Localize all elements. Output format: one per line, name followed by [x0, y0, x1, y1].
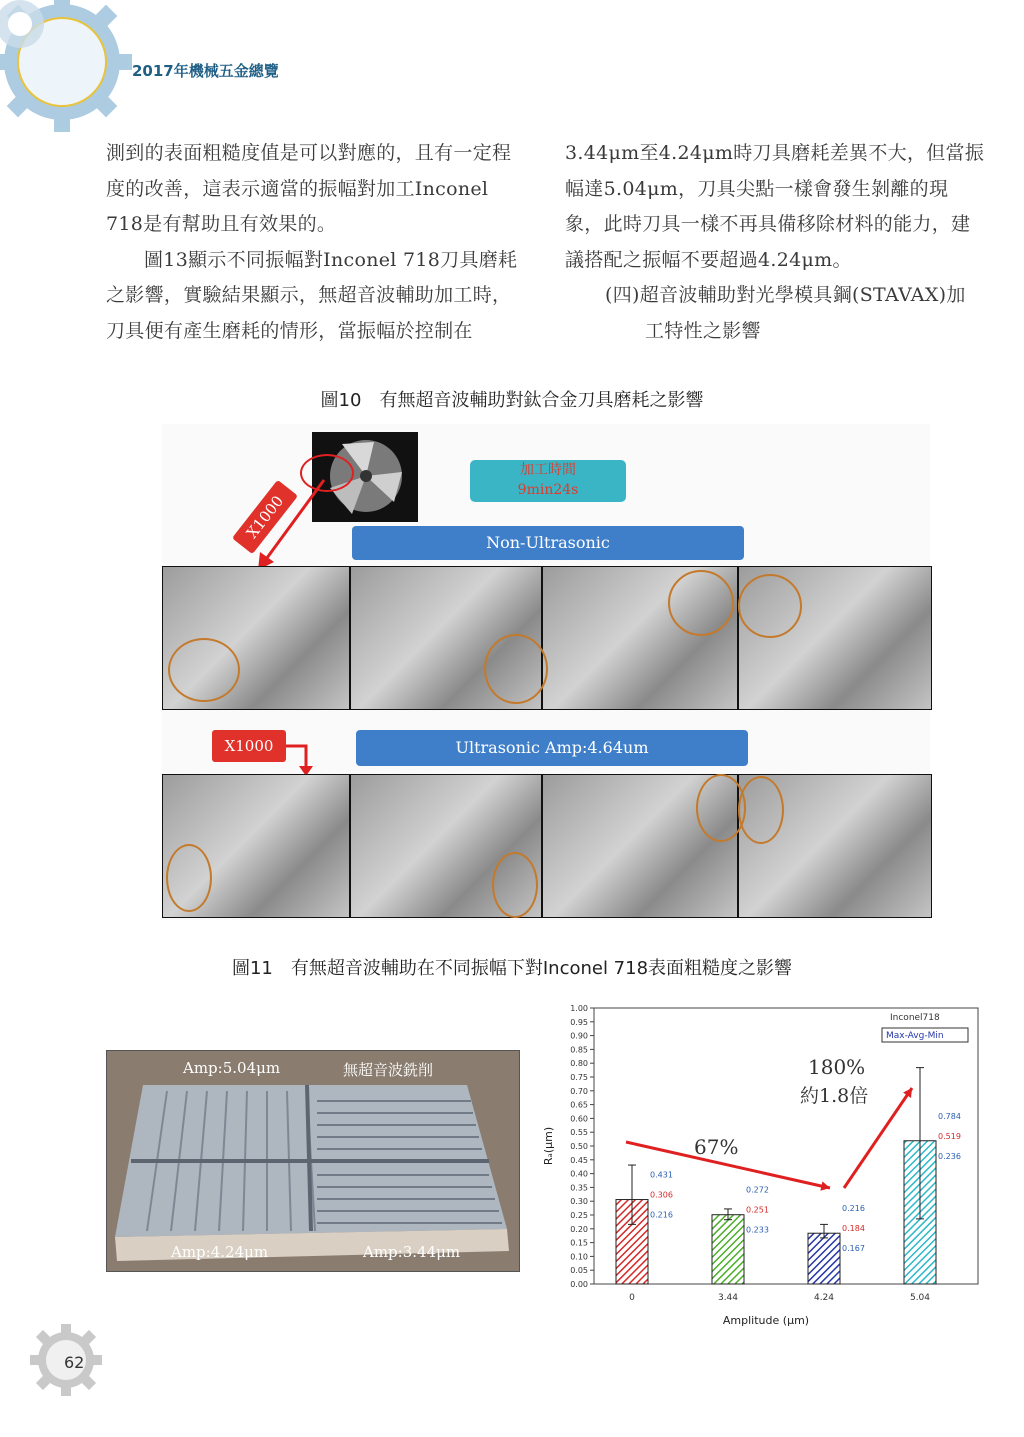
annotation-67: 67% [694, 1135, 739, 1159]
wear-circle [738, 776, 784, 844]
y-tick-label: 0.35 [570, 1183, 588, 1193]
plate-label-top-left: Amp:5.04μm [183, 1059, 281, 1077]
plate-label-top-right: 無超音波銑削 [343, 1061, 434, 1079]
y-tick-label: 0.00 [570, 1280, 588, 1289]
fig10-caption: 圖10 有無超音波輔助對鈦合金刀具磨耗之影響 [320, 390, 704, 411]
y-tick-label: 0.20 [570, 1224, 588, 1234]
y-tick-label: 1.00 [570, 1004, 588, 1013]
machined-plate-photo [106, 1050, 520, 1272]
y-tick-label: 0.50 [570, 1142, 588, 1151]
machining-time-box [470, 460, 626, 502]
x-tick-label: 0 [629, 1293, 635, 1303]
y-tick-label: 0.75 [570, 1073, 588, 1082]
min-label: 0.236 [938, 1151, 961, 1161]
max-label: 0.272 [746, 1185, 769, 1195]
fig10-panel [162, 424, 930, 920]
avg-label: 0.519 [938, 1131, 961, 1141]
wear-circle [738, 574, 802, 638]
y-tick-label: 0.15 [570, 1238, 588, 1248]
annotation-180: 180% [808, 1055, 866, 1079]
y-tick-label: 0.10 [570, 1252, 588, 1262]
max-label: 0.431 [650, 1170, 673, 1180]
y-tick-label: 0.90 [570, 1031, 588, 1041]
x-tick-label: 4.24 [813, 1293, 835, 1303]
section-heading-line-1: (四)超音波輔助對光學模具鋼(STAVAX)加 [605, 284, 966, 306]
x-axis-label: Amplitude (μm) [722, 1314, 810, 1327]
machining-time-value: 9min24s [517, 482, 579, 498]
ultrasonic-bar: Ultrasonic Amp:4.64um [356, 730, 748, 766]
avg-label: 0.306 [650, 1190, 673, 1200]
bar-3.44 [712, 1215, 744, 1284]
legend-entry: Max-Avg-Min [886, 1031, 944, 1041]
non-ultrasonic-bar: Non-Ultrasonic [352, 526, 744, 560]
wear-circle [166, 844, 212, 912]
left-column [106, 136, 526, 349]
left-paragraph-1: 測到的表面粗糙度值是可以對應的，且有一定程度的改善，這表示適當的振幅對加工Inconel 718是有幫助且有效果的。 [106, 142, 512, 235]
y-tick-label: 0.60 [570, 1114, 588, 1124]
max-label: 0.216 [842, 1204, 865, 1214]
y-tick-label: 0.25 [570, 1211, 588, 1220]
right-paragraph-1: 3.44μm至4.24μm時刀具磨耗差異不大，但當振幅達5.04μm，刀具尖點一樣會發生剝離的現象，此時刀具一樣不再具備移除材料的能力，建議搭配之振幅不要超過4.24μm。 [565, 142, 985, 271]
avg-label: 0.251 [746, 1205, 769, 1215]
min-label: 0.233 [746, 1225, 769, 1235]
gear-logo [0, 0, 140, 140]
magnification-tag-bottom: X1000 [212, 730, 286, 762]
legend-title: Inconel718 [890, 1013, 940, 1023]
roughness-chart-svg [538, 992, 998, 1332]
bar-4.24 [808, 1233, 840, 1284]
wear-circle [668, 570, 734, 636]
y-tick-label: 0.45 [570, 1155, 588, 1165]
left-paragraph-2: 圖13顯示不同振幅對Inconel 718刀具磨耗之影響，實驗結果顯示，無超音波輔助加工時，刀具便有產生磨耗的情形，當振幅於控制在 [106, 248, 518, 342]
y-tick-label: 0.85 [570, 1045, 588, 1055]
y-tick-label: 0.70 [570, 1086, 588, 1096]
plate-label-bottom-right: Amp:3.44μm [363, 1243, 461, 1261]
wear-circle [484, 634, 548, 704]
fig11-caption: 圖11 有無超音波輔助在不同振幅下對Inconel 718表面粗糙度之影響 [231, 958, 793, 979]
right-column [565, 136, 985, 349]
y-tick-label: 0.55 [570, 1128, 588, 1138]
min-label: 0.216 [650, 1210, 673, 1220]
x-tick-label: 5.04 [909, 1293, 931, 1303]
wear-circle [168, 638, 240, 702]
wear-circle [492, 852, 538, 918]
annotation-1-8x: 約1.8倍 [800, 1085, 869, 1107]
roughness-chart [538, 992, 998, 1332]
y-tick-label: 0.95 [570, 1017, 588, 1027]
y-tick-label: 0.40 [570, 1169, 588, 1179]
page-number: 62 [64, 1353, 85, 1372]
red-arrow-down-icon [286, 742, 316, 776]
x-tick-label: 3.44 [717, 1293, 739, 1303]
y-tick-label: 0.30 [570, 1197, 588, 1207]
y-tick-label: 0.80 [570, 1059, 588, 1069]
machining-time-label: 加工時間 [520, 462, 576, 478]
plate-label-bottom-left: Amp:4.24μm [171, 1243, 269, 1261]
magnification-tag-top: X1000 [232, 480, 298, 554]
max-label: 0.784 [938, 1111, 961, 1121]
plate-image [107, 1051, 519, 1271]
section-heading [565, 278, 985, 349]
section-heading-line-2: 工特性之影響 [645, 319, 761, 342]
y-axis-label: Rₐ(μm) [542, 1126, 555, 1166]
avg-label: 0.184 [842, 1224, 865, 1234]
y-tick-label: 0.05 [570, 1266, 588, 1276]
y-tick-label: 0.65 [570, 1100, 588, 1110]
min-label: 0.167 [842, 1244, 865, 1254]
header-title: 2017年機械五金總覽 [132, 62, 279, 80]
